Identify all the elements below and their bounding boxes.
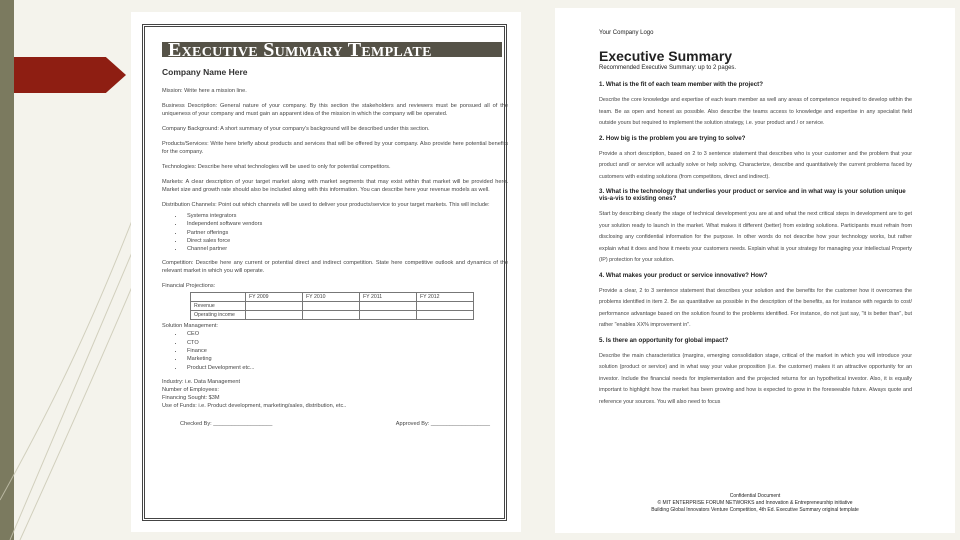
distribution-list [184,212,508,253]
recommended-length: Recommended Executive Summary: up to 2 pages. [599,65,737,71]
table-header: FY 2011 [360,293,417,302]
table-row [191,293,474,302]
table-header: FY 2010 [303,293,360,302]
technologies: Technologies: Describe here what technologies will be used to only for potential competitors. [162,164,391,170]
list-item: • Direct sales force [184,237,508,245]
table-cell [246,311,303,320]
management-label: Solution Management: [162,323,218,330]
list-item: • Marketing [184,355,508,363]
signature-row [162,420,508,428]
management-list [184,330,508,371]
list-item: • Product Development etc... [184,364,508,372]
table-cell [417,302,474,311]
list-item: • Independent software vendors [184,220,508,228]
answer-4: Provide a clear, 2 to 3 sentence statement that describes your solution and the benefits for the customer how it overcomes the problems identified in item 2. Be as quantitative as possible in the description of the benefits, as for instance with regards to cost/ performance advantage based on the solution found to the problems identified. For instance, do not just say, "it is better than", but rather "enables XX% improvement in". [599,287,912,328]
list-item: • Channel partner [184,245,508,253]
table-cell [303,311,360,320]
table-header: FY 2012 [417,293,474,302]
answer-5: Describe the main characteristics (margins, emerging consolidation stage, critical of the market in which you will introduce your solution (product or service) and in what way your value proposition (i.e. the customer) makes it an attractive opportunity for an investor. Include the financial needs for implementation and the projected returns for an hypothetical investor. Also, it is equally important to highlight how the market has been growing and how is expected to grow in the foreseeable future. Always quote and reference your sources. You will also need to focus [599,352,912,405]
table-cell [303,302,360,311]
question-1: 1. What is the fit of each team member with the project? [599,81,763,88]
table-row-label: Operating income [191,311,246,320]
list-item: • Systems integrators [184,212,508,220]
table-cell [191,293,246,302]
table-cell [246,302,303,311]
question-3: 3. What is the technology that underlies your product or service and in what way is your solution unique vis-a-vis to existing ones? [599,188,906,202]
question-5: 5. Is there an opportunity for global impact? [599,336,729,344]
footer-confidential: Confidential Document [729,493,781,499]
list-item: • CEO [184,330,508,338]
answer-2: Provide a short description, based on 2 to 3 sentence statement that describes who is your customer and the problem that your product and/ or service will actually solve or help solving. Characterize, describe and quantitatively the current problems faced by customers with existing solutions (from competitors, direct and indirect). [599,150,912,180]
list-item: • CTO [184,339,508,347]
company-name: Company Name Here [162,67,248,77]
footer-competition: Building Global Innovators Venture Competition, 4th Ed. Executive Summary original template [651,507,859,513]
question-2: 2. How big is the problem you are trying to solve? [599,134,746,142]
list-item: • Partner offerings [184,229,508,237]
question-4: 4. What makes your product or service innovative? How? [599,271,768,279]
answer-1: Describe the core knowledge and expertise of each team member as well any areas of competence required to develop within the team. Be as open and honest as possible. Also describe the teams access to knowledge and expertise in any specialist field outside yours but required to implement the solution strategy, i.e. your product and / or service. [599,97,912,126]
footer-network: © MIT ENTERPRISE FORUM NETWORKS and Innovation & Entrepreneurship initiative [657,500,853,506]
footer [555,493,955,514]
company-background: Company Background: A short summary of your company's background will be described under this section. [162,126,430,132]
table-row [191,311,474,320]
mission-line: Mission: Write here a mission line. [162,88,247,94]
financial-label: Financial Projections: [162,283,216,290]
list-item: • Finance [184,347,508,355]
red-arrow-shape [14,57,126,93]
distribution-channels: Distribution Channels: Point out which channels will be used to deliver your products/service to your target markets. This will include: [162,202,490,208]
summary-page [555,8,955,533]
table-cell [417,311,474,320]
answer-3: Start by describing clearly the stage of technical development you are at and what the next critical steps in development are to get your solution ready to launch in the market. What makes it different (better) from existing solutions. Participants must refrain from disclosing any confidential information for the purpose. In other words do not describe how your technology works, but rather explain what it does and how it meets your customers needs. Explain what is your strategy for managing your intellectual Property (IP) protection for your solution. [599,211,912,263]
template-content [162,39,508,428]
checked-by: Checked By: ___________________ [180,420,273,427]
employees: Number of Employees: [162,386,219,393]
industry: Industry: i.e. Data Management [162,378,241,385]
competition: Competition: Describe here any current or potential direct and indirect competition. State here competitive outlook and dynamics of the relevant market in which you will operate. [162,260,508,275]
use-of-funds: Use of Funds: i.e. Product development, marketing/sales, distribution, etc.. [162,402,347,409]
financial-table [190,292,474,320]
template-page [131,12,521,532]
company-logo-text: Your Company Logo [599,30,654,36]
approved-by: Approved By: ___________________ [395,420,490,427]
table-header: FY 2009 [246,293,303,302]
summary-title: Executive Summary [599,48,733,64]
financing: Financing Sought: $3M [162,394,220,401]
template-title: Executive Summary Template [162,42,502,57]
products-services: Products/Services: Write here briefly about products and services that will be offered by your company. Also provide here potential benefits for the company. [162,141,508,155]
table-cell [360,311,417,320]
table-row [191,302,474,311]
markets: Markets: A clear description of your target market along with market segments that may exist within that market will be provided here. Market size and growth rate should also be included along with this information. You can describe here your revenue models as well. [162,179,508,193]
table-cell [360,302,417,311]
table-row-label: Revenue [191,302,246,311]
business-description: Business Description: General nature of your company. By this section the stakeholders and reviewers must be ponsued all of the uniqueness of your company and must gain an apparent idea of the mission in which the company will be operated. [162,103,508,117]
